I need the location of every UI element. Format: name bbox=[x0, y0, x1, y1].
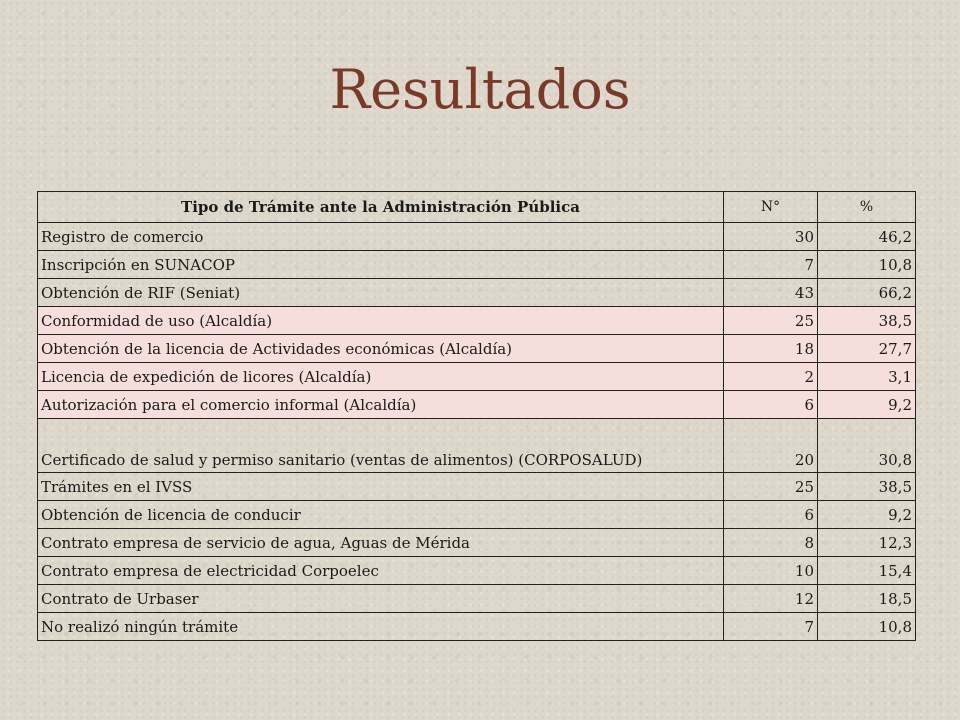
slide-title: Resultados bbox=[329, 58, 631, 121]
row-pct: 38,5 bbox=[818, 473, 916, 501]
row-pct: 18,5 bbox=[818, 585, 916, 613]
table-row bbox=[38, 363, 916, 391]
row-label: Contrato de Urbaser bbox=[38, 585, 724, 613]
row-label: Trámites en el IVSS bbox=[38, 473, 724, 501]
row-pct: 3,1 bbox=[818, 363, 916, 391]
row-label: Contrato empresa de servicio de agua, Aguas de Mérida bbox=[38, 529, 724, 557]
row-pct: 9,2 bbox=[818, 501, 916, 529]
row-label: Autorización para el comercio informal (Alcaldía) bbox=[38, 391, 724, 419]
row-pct: 30,8 bbox=[818, 419, 916, 473]
row-label: Obtención de RIF (Seniat) bbox=[38, 279, 724, 307]
header-n: N° bbox=[724, 192, 818, 223]
row-label: Obtención de licencia de conducir bbox=[38, 501, 724, 529]
row-n: 2 bbox=[724, 363, 818, 391]
row-pct: 66,2 bbox=[818, 279, 916, 307]
row-n: 6 bbox=[724, 391, 818, 419]
table-row bbox=[38, 557, 916, 585]
row-n: 12 bbox=[724, 585, 818, 613]
row-n: 7 bbox=[724, 613, 818, 641]
table-row bbox=[38, 585, 916, 613]
row-n: 6 bbox=[724, 501, 818, 529]
table-header-row bbox=[38, 192, 916, 223]
row-label: No realizó ningún trámite bbox=[38, 613, 724, 641]
row-pct: 38,5 bbox=[818, 307, 916, 335]
row-pct: 15,4 bbox=[818, 557, 916, 585]
row-pct: 27,7 bbox=[818, 335, 916, 363]
row-label: Obtención de la licencia de Actividades económicas (Alcaldía) bbox=[38, 335, 724, 363]
row-label: Certificado de salud y permiso sanitario (ventas de alimentos) (CORPOSALUD) bbox=[38, 419, 724, 473]
table-row bbox=[38, 613, 916, 641]
row-pct: 12,3 bbox=[818, 529, 916, 557]
table-row bbox=[38, 473, 916, 501]
row-n: 25 bbox=[724, 473, 818, 501]
row-pct: 10,8 bbox=[818, 613, 916, 641]
row-label: Licencia de expedición de licores (Alcaldía) bbox=[38, 363, 724, 391]
row-label: Contrato empresa de electricidad Corpoelec bbox=[38, 557, 724, 585]
row-n: 25 bbox=[724, 307, 818, 335]
row-pct: 10,8 bbox=[818, 251, 916, 279]
row-label: Conformidad de uso (Alcaldía) bbox=[38, 307, 724, 335]
results-table bbox=[37, 191, 916, 641]
row-n: 30 bbox=[724, 223, 818, 251]
table-row bbox=[38, 419, 916, 473]
row-n: 20 bbox=[724, 419, 818, 473]
row-pct: 9,2 bbox=[818, 391, 916, 419]
table-row bbox=[38, 307, 916, 335]
row-pct: 46,2 bbox=[818, 223, 916, 251]
table-row bbox=[38, 279, 916, 307]
table-row bbox=[38, 251, 916, 279]
row-n: 43 bbox=[724, 279, 818, 307]
row-label: Inscripción en SUNACOP bbox=[38, 251, 724, 279]
row-n: 7 bbox=[724, 251, 818, 279]
table-row bbox=[38, 529, 916, 557]
row-label: Registro de comercio bbox=[38, 223, 724, 251]
row-n: 10 bbox=[724, 557, 818, 585]
row-n: 8 bbox=[724, 529, 818, 557]
header-tramite: Tipo de Trámite ante la Administración Pública bbox=[38, 192, 724, 223]
table-row bbox=[38, 501, 916, 529]
table-row bbox=[38, 391, 916, 419]
table-row bbox=[38, 335, 916, 363]
table-row bbox=[38, 223, 916, 251]
header-pct: % bbox=[818, 192, 916, 223]
row-n: 18 bbox=[724, 335, 818, 363]
